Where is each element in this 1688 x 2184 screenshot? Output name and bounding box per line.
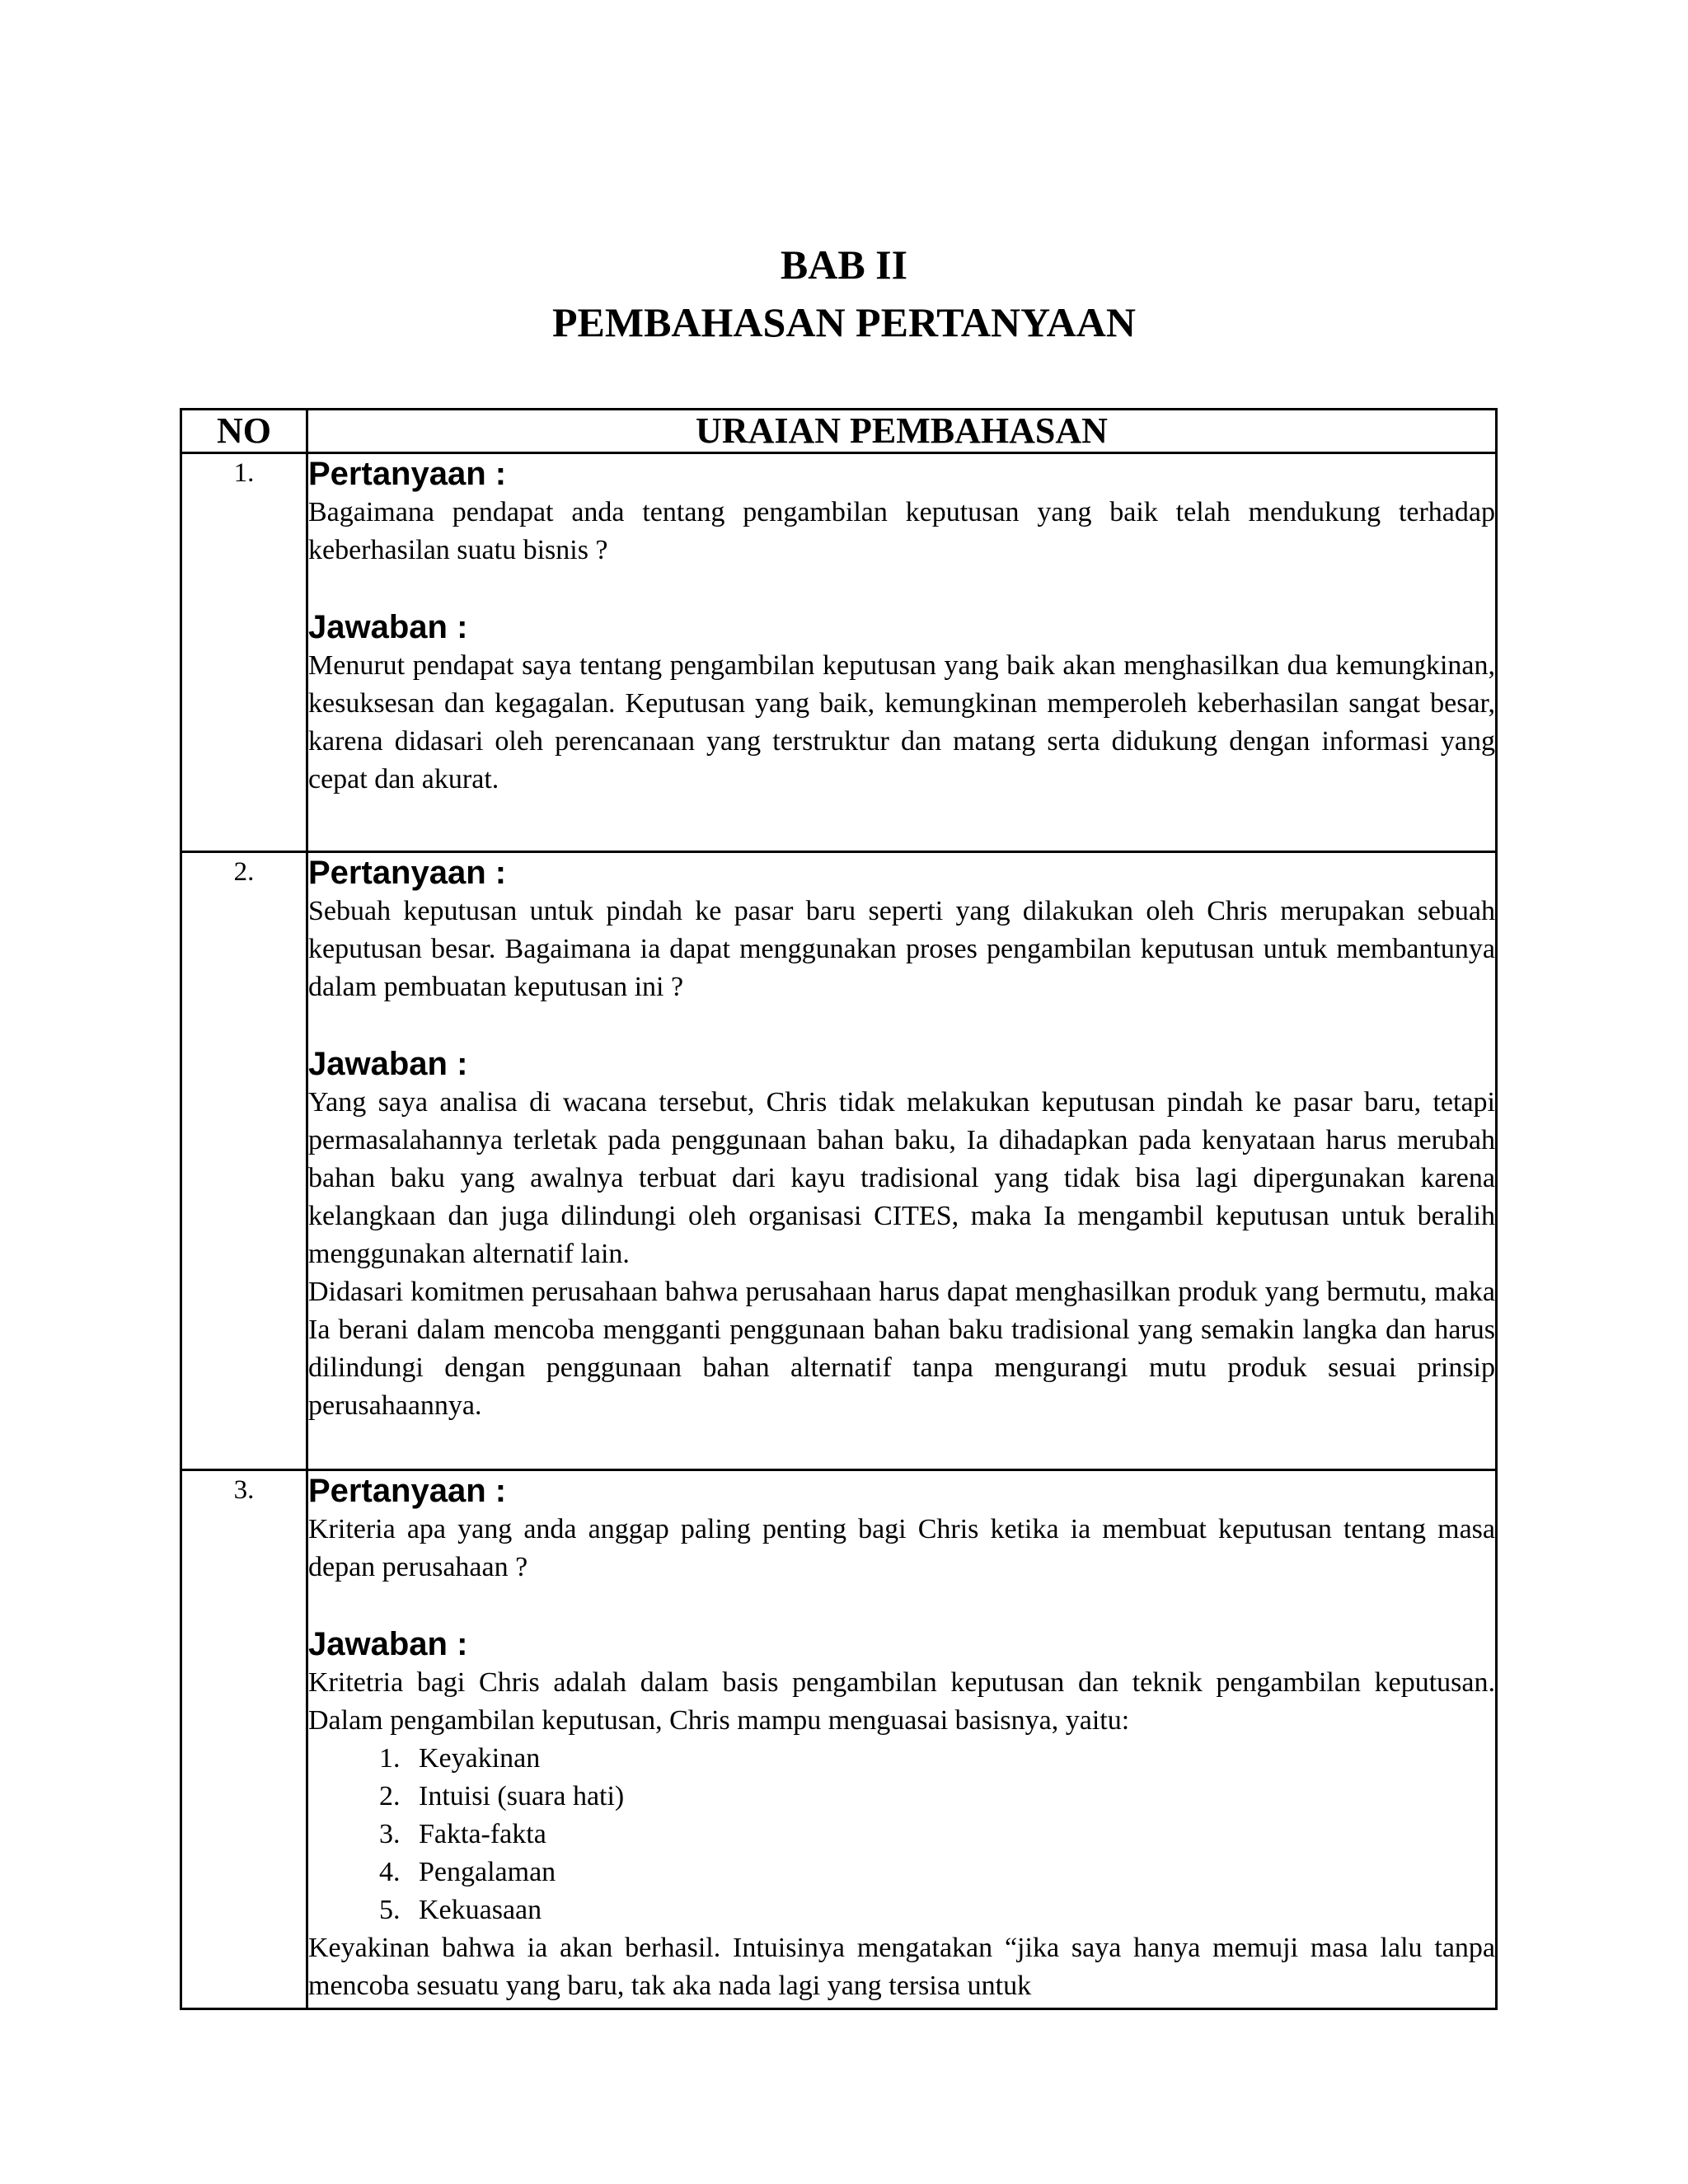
list-item: 4. Pengalaman xyxy=(407,1854,1495,1891)
row-content xyxy=(307,453,1497,852)
list-item: 1. Keyakinan xyxy=(407,1740,1495,1778)
row-number: 3. xyxy=(181,1470,307,2009)
question-text: Sebuah keputusan untuk pindah ke pasar baru seperti yang dilakukan oleh Chris merupakan sebuah keputusan besar. Bagaimana ia dapat menggunakan proses pengambilan keputusan untuk membantunya dalam pembuatan keputusan ini ? xyxy=(308,896,1495,1002)
question-label: Pertanyaan : xyxy=(308,456,507,492)
answer-label: Jawaban : xyxy=(308,609,468,645)
answer-text-2: Didasari komitmen perusahaan bahwa perusahaan harus dapat menghasilkan produk yang bermutu, maka Ia berani dalam mencoba mengganti penggunaan bahan baku tradisional yang semakin langka dan harus dilindungi dengan penggunaan bahan alternatif tanpa mengurangi mutu produk sesuai prinsip perusahaannya. xyxy=(308,1277,1495,1421)
criteria-list xyxy=(308,1740,1495,1929)
row-number: 2. xyxy=(181,852,307,1470)
question-label: Pertanyaan : xyxy=(308,855,507,891)
list-item: 3. Fakta-fakta xyxy=(407,1816,1495,1854)
answer-label: Jawaban : xyxy=(308,1626,468,1662)
table-row xyxy=(181,453,1497,852)
chapter-subtitle: PEMBAHASAN PERTANYAAN xyxy=(551,299,1136,345)
table-row xyxy=(181,852,1497,1470)
chapter-title: BAB II xyxy=(780,241,908,288)
list-item: 2. Intuisi (suara hati) xyxy=(407,1778,1495,1816)
list-item: 5. Kekuasaan xyxy=(407,1891,1495,1929)
table-header-row xyxy=(181,410,1497,453)
table-row xyxy=(181,1470,1497,2009)
answer-text: Yang saya analisa di wacana tersebut, Chris tidak melakukan keputusan pindah ke pasar baru, tetapi permasalahannya terletak pada penggunaan bahan baku, Ia dihadapkan pada kenyataan harus merubah bahan baku yang awalnya terbuat dari kayu tradisional yang tidak bisa lagi dipergunakan karena kelangkaan dan juga dilindungi oleh organisasi CITES, maka Ia mengambil keputusan untuk beralih menggunakan alternatif lain. xyxy=(308,1087,1495,1269)
row-number: 1. xyxy=(181,453,307,852)
question-text: Bagaimana pendapat anda tentang pengambilan keputusan yang baik telah mendukung terhadap keberhasilan suatu bisnis ? xyxy=(308,497,1495,565)
header-no: NO xyxy=(181,410,307,453)
question-text: Kriteria apa yang anda anggap paling penting bagi Chris ketika ia membuat keputusan tentang masa depan perusahaan ? xyxy=(308,1514,1495,1582)
header-uraian: URAIAN PEMBAHASAN xyxy=(307,410,1497,453)
answer-text-2: Keyakinan bahwa ia akan berhasil. Intuisinya mengatakan “jika saya hanya memuji masa lalu tanpa mencoba sesuatu yang baru, tak aka nada lagi yang tersisa untuk xyxy=(308,1933,1495,2001)
row-content xyxy=(307,1470,1497,2009)
qa-table xyxy=(180,408,1498,2010)
answer-text: Kritetria bagi Chris adalah dalam basis pengambilan keputusan dan teknik pengambilan keputusan. Dalam pengambilan keputusan, Chris mampu menguasai basisnya, yaitu: xyxy=(308,1667,1495,1736)
answer-label: Jawaban : xyxy=(308,1046,468,1082)
answer-text: Menurut pendapat saya tentang pengambilan keputusan yang baik akan menghasilkan dua kemungkinan, kesuksesan dan kegagalan. Keputusan yang baik, kemungkinan memperoleh keberhasilan sangat besar, karena didasari oleh perencanaan yang terstruktur dan matang serta didukung dengan informasi yang cepat dan akurat. xyxy=(308,650,1495,794)
row-content xyxy=(307,852,1497,1470)
question-label: Pertanyaan : xyxy=(308,1473,507,1509)
